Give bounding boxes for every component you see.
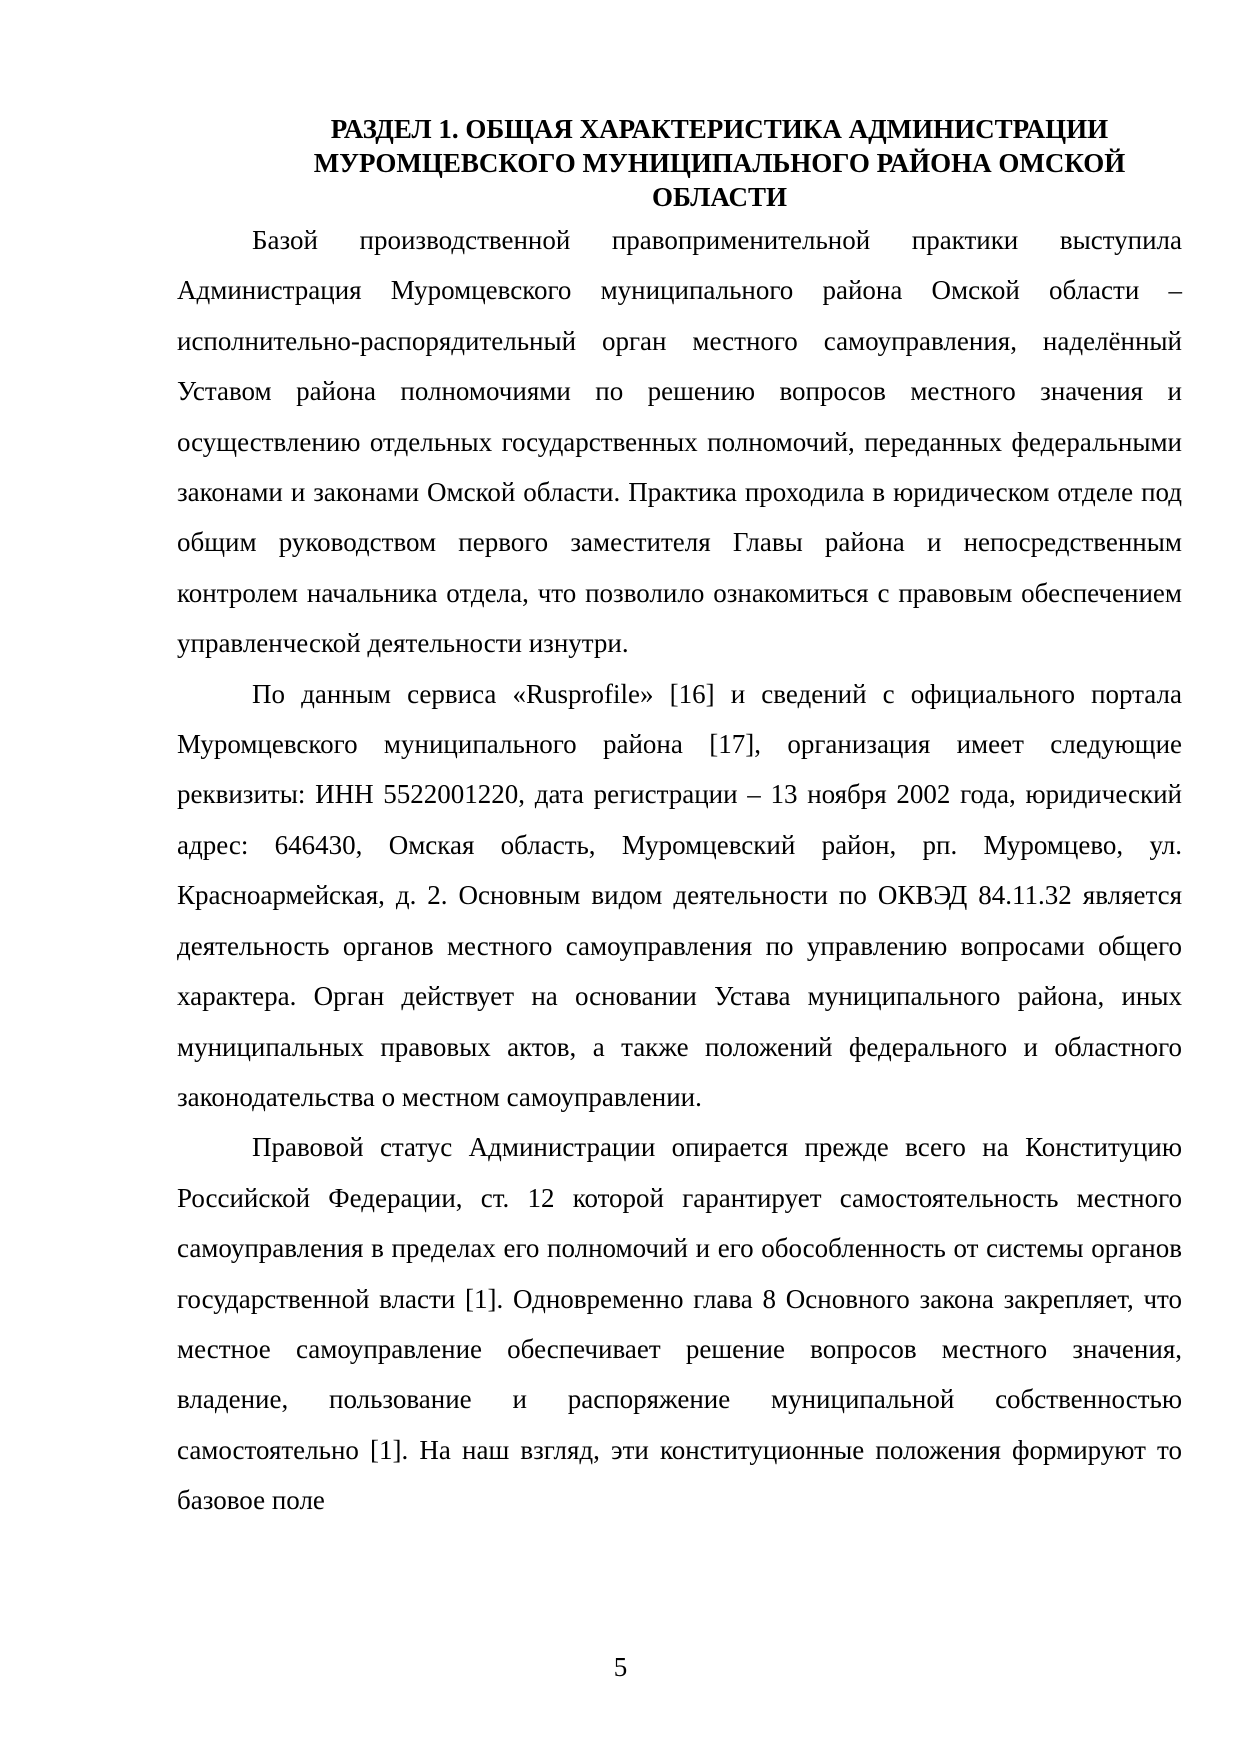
section-heading-line-1: РАЗДЕЛ 1. ОБЩАЯ ХАРАКТЕРИСТИКА АДМИНИСТРАЦИИ: [330, 114, 1109, 144]
paragraph-legal-status: Правовой статус Администрации опирается прежде всего на Конституцию Российской Федерации, ст. 12 которой гарантирует самостоятельность местного самоуправления в пределах его полномочий и его обособленность от системы органов государственной власти [1]. Одновременно глава 8 Основного закона закрепляет, что местное самоуправление обеспечивает решение вопросов местного значения, владение, пользование и распоряжение муниципальной собственностью самостоятельно [1]. На наш взгляд, эти конституционные положения формируют то базовое поле: [177, 1132, 1182, 1516]
paragraph-organization-details: По данным сервиса «Rusprofile» [16] и сведений с официального портала Муромцевского муниципального района [17], организация имеет следующие реквизиты: ИНН 5522001220, дата регистрации – 13 ноября 2002 года, юридический адрес: 646430, Омская область, Муромцевский район, рп. Муромцево, ул. Красноармейская, д. 2. Основным видом деятельности по ОКВЭД 84.11.32 является деятельность органов местного самоуправления по управлению вопросами общего характера. Орган действует на основании Устава муниципального района, иных муниципальных правовых актов, а также положений федерального и областного законодательства о местном самоуправлении.: [177, 678, 1182, 1112]
section-heading-line-3: ОБЛАСТИ: [652, 182, 787, 212]
document-page: [177, 112, 1182, 1526]
paragraph-practice-base: Базой производственной правоприменительной практики выступила Администрация Муромцевского муниципального района Омской области – исполнительно-распорядительный орган местного самоуправления, наделённый Уставом района полномочиями по решению вопросов местного значения и осуществлению отдельных государственных полномочий, переданных федеральными законами и законами Омской области. Практика проходила в юридическом отделе под общим руководством первого заместителя Главы района и непосредственным контролем начальника отдела, что позволило ознакомиться с правовым обеспечением управленческой деятельности изнутри.: [177, 225, 1182, 659]
section-heading-line-2: МУРОМЦЕВСКОГО МУНИЦИПАЛЬНОГО РАЙОНА ОМСКОЙ: [313, 148, 1126, 178]
section-heading: [177, 112, 1182, 214]
page-number: 5: [613, 1652, 628, 1682]
